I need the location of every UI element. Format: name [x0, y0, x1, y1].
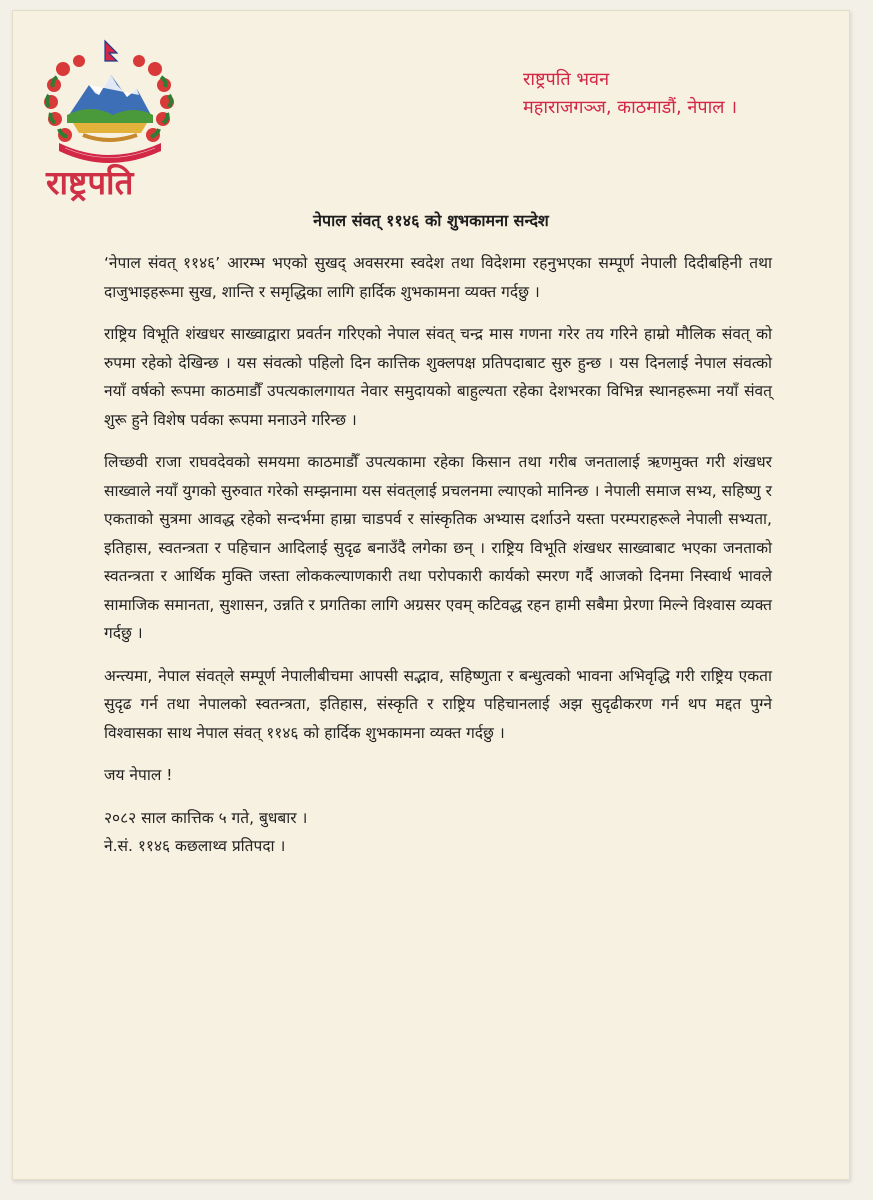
paragraph: ‘नेपाल संवत् ११४६’ आरम्भ भएको सुखद् अवसरमा स्वदेश तथा विदेशमा रहनुभएका सम्पूर्ण नेपाली दिदीबहिनी तथा दाजुभाइहरूमा सुख, शान्ति र समृद्धिका लागि हार्दिक शुभकामना व्यक्त गर्दछु ।	[104, 254, 772, 301]
letter-body	[104, 249, 772, 861]
emblem-title: राष्ट्रपति	[46, 163, 134, 202]
paragraph: राष्ट्रिय विभूति शंखधर साख्वाद्वारा प्रवर्तन गरिएको नेपाल संवत् चन्द्र मास गणना गरेर तय गरिने हाम्रो मौलिक संवत् को रुपमा रहेको देखिन्छ । यस संवत्को पहिलो दिन कात्तिक शुक्लपक्ष प्रतिपदाबाट सुरु हुन्छ । यस दिनलाई नेपाल संवत्को नयाँ वर्षको रूपमा काठमाडौँ उपत्यकालगायत नेवार समुदायको बाहुल्यता रहेका देशभरका विभिन्न स्थानहरूमा नयाँ संवत् शुरू हुने विशेष पर्वका रूपमा मनाउने गरिन्छ ।	[104, 325, 772, 429]
address-line-2: महाराजगञ्ज, काठमाडौं, नेपाल ।	[523, 97, 738, 118]
letter-title: नेपाल संवत् ११४६ को शुभकामना सन्देश	[313, 211, 549, 230]
nepal-emblem-icon	[43, 39, 175, 164]
address-block	[523, 66, 737, 122]
date-line-2: ने.सं. ११४६ कछलाथ्व प्रतिपदा ।	[104, 837, 286, 855]
closing-salutation: जय नेपाल !	[104, 766, 173, 784]
date-line-1: २०८२ साल कात्तिक ५ गते, बुधबार ।	[104, 808, 308, 827]
paragraph: लिच्छवी राजा राघवदेवको समयमा काठमाडौँ उपत्यकामा रहेका किसान तथा गरीब जनतालाई ऋणमुक्त गरी शंखधर साख्वाले नयाँ युगको सुरुवात गरेको सम्झनामा यस संवत्‌लाई प्रचलनमा ल्याएको मानिन्छ । नेपाली समाज सभ्य, सहिष्णु र एकताको सुत्रमा आवद्ध रहेको सन्दर्भमा हाम्रा चाडपर्व र सांस्कृतिक अभ्यास दर्शाउने यस्ता परम्पराहरूले नेपाली सभ्यता, इतिहास, स्वतन्त्रता र पहिचान आदिलाई सुदृढ बनाउँदै लगेका छन् । राष्ट्रिय विभूति शंखधर साख्वाबाट भएका जनताको स्वतन्त्रता र आर्थिक मुक्ति जस्ता लोककल्याणकारी तथा परोपकारी कार्यको स्मरण गर्दै आजको दिनमा निस्वार्थ भावले सामाजिक समानता, सुशासन, उन्नति र प्रगतिका लागि अग्रसर एवम् कटिवद्ध रहन हामी सबैमा प्रेरणा मिल्ने विश्वास व्यक्त गर्दछु ।	[104, 453, 772, 642]
paragraph: अन्त्यमा, नेपाल संवत्‌ले सम्पूर्ण नेपालीबीचमा आपसी सद्भाव, सहिष्णुता र बन्धुत्वको भावना अभिवृद्धि गरी राष्ट्रिय एकता सुदृढ गर्न तथा नेपालको स्वतन्त्रता, इतिहास, संस्कृति र राष्ट्रिय पहिचानलाई अझ सुदृढीकरण गर्न थप मद्दत पुग्ने विश्वासका साथ नेपाल संवत् ११४६ को हार्दिक शुभकामना व्यक्त गर्दछु ।	[104, 666, 772, 742]
address-line-1: राष्ट्रपति भवन	[523, 69, 610, 90]
letter-page	[12, 10, 850, 1180]
